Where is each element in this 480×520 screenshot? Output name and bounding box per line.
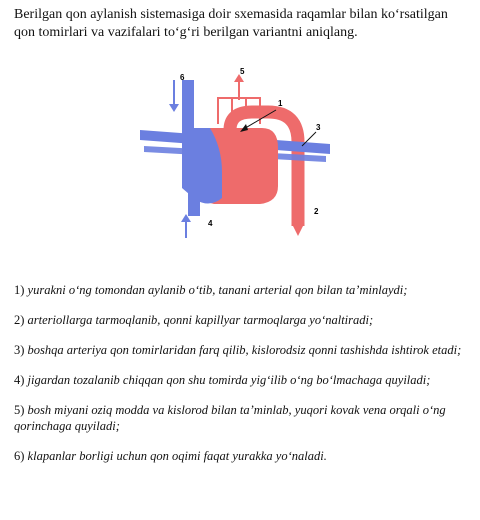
option-text: arteriollarga tarmoqlanib, qonni kapillyar tarmoqlarga yo‘naltiradi; <box>27 313 374 327</box>
option-number: 3) <box>14 343 25 357</box>
label-3: 3 <box>316 123 321 132</box>
option-number: 4) <box>14 373 25 387</box>
inferior-vena-cava <box>188 188 200 216</box>
option-number: 1) <box>14 283 25 297</box>
option-text: boshqa arteriya qon tomirlaridan farq qilib, kislorodsiz qonni tashishda ishtirok etadi; <box>27 343 462 357</box>
arrow-2 <box>293 226 303 236</box>
option-3[interactable] <box>14 342 472 358</box>
question-text: Berilgan qon aylanish sistemasiga doir sxemasida raqamlar bilan ko‘rsatilgan qon tomirlari va vazifalari to‘g‘ri berilgan variantni aniqlang. <box>14 7 448 40</box>
options-list <box>14 282 472 478</box>
label-4: 4 <box>208 219 213 228</box>
option-number: 5) <box>14 403 25 417</box>
option-5[interactable] <box>14 402 472 434</box>
option-6[interactable] <box>14 448 472 464</box>
option-number: 2) <box>14 313 25 327</box>
heart-schema <box>130 68 350 246</box>
option-text: bosh miyani oziq modda va kislorod bilan ta’minlab, yuqori kovak vena orqali o‘ng qorinchaga quyiladi; <box>14 403 446 433</box>
arrow-4 <box>181 214 191 238</box>
option-2[interactable] <box>14 312 472 328</box>
option-number: 6) <box>14 449 25 463</box>
arrow-6 <box>169 80 179 112</box>
label-1: 1 <box>278 99 283 108</box>
label-6: 6 <box>180 73 185 82</box>
superior-vena-cava <box>182 80 194 132</box>
option-4[interactable] <box>14 372 472 388</box>
circulation-diagram <box>130 68 350 246</box>
arrow-5 <box>234 74 244 100</box>
option-text: yurakni o‘ng tomondan aylanib o‘tib, tanani arterial qon bilan ta’minlaydi; <box>27 283 408 297</box>
label-2: 2 <box>314 207 319 216</box>
option-text: jigardan tozalanib chiqqan qon shu tomirda yig‘ilib o‘ng bo‘lmachaga quyiladi; <box>27 373 431 387</box>
option-text: klapanlar borligi uchun qon oqimi faqat yurakka yo‘naladi. <box>27 449 327 463</box>
label-5: 5 <box>240 68 245 76</box>
option-1[interactable] <box>14 282 472 298</box>
